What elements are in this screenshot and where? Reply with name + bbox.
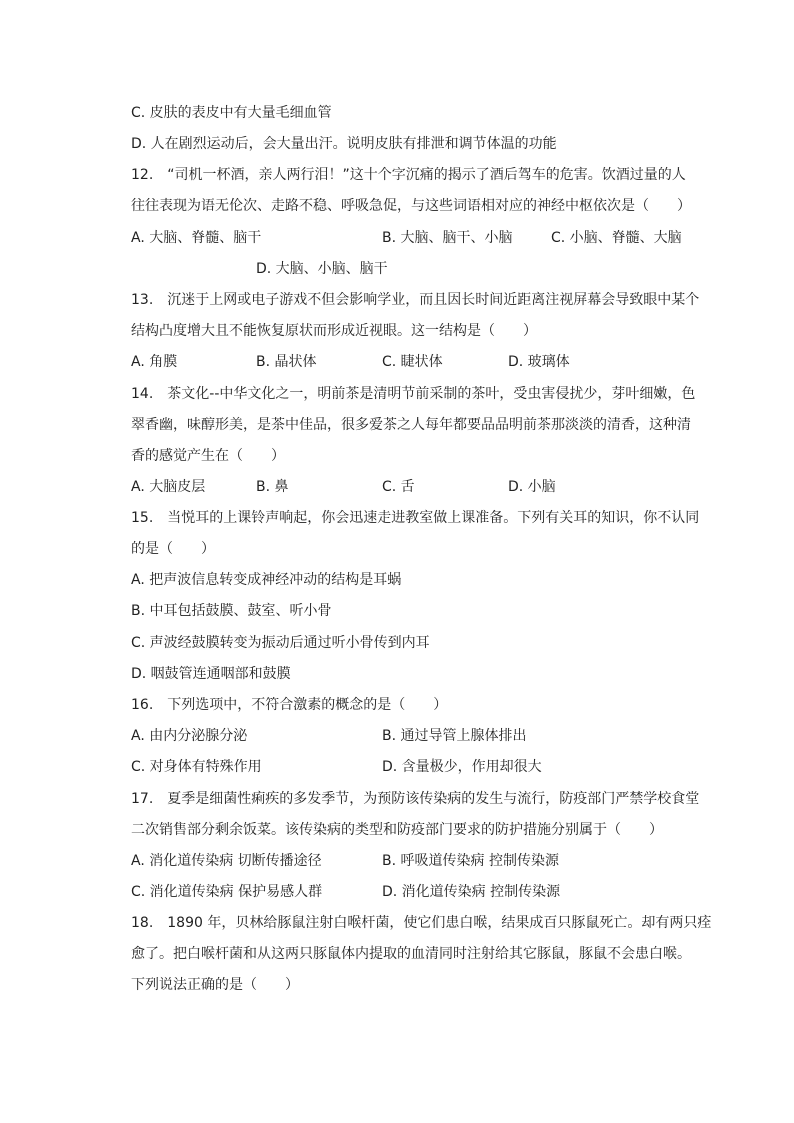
q12-option-b: B. 大脑、脑干、小脑	[382, 230, 513, 246]
q15-option-a: A. 把声波信息转变成神经冲动的结构是耳蜗	[131, 572, 402, 588]
q16-option-d: D. 含量极少，作用却很大	[382, 759, 542, 775]
q14-option-b: B. 鼻	[256, 479, 289, 495]
q18-stem-line1: 18. 1890 年，贝林给豚鼠注射白喉杆菌，使它们患白喉，结果成百只豚鼠死亡。却有两只痊	[131, 915, 712, 931]
q17-option-b: B. 呼吸道传染病 控制传染源	[382, 853, 559, 869]
q15-option-d: D. 咽鼓管连通咽部和鼓膜	[131, 666, 291, 682]
q12-option-d: D. 大脑、小脑、脑干	[256, 261, 388, 277]
q17-option-a: A. 消化道传染病 切断传播途径	[131, 853, 322, 869]
q17-option-c: C. 消化道传染病 保护易感人群	[131, 884, 323, 900]
q15-option-c: C. 声波经鼓膜转变为振动后通过听小骨传到内耳	[131, 635, 430, 651]
q15-option-b: B. 中耳包括鼓膜、鼓室、听小骨	[131, 603, 332, 619]
q13-option-b: B. 晶状体	[256, 354, 317, 370]
q16-option-a: A. 由内分泌腺分泌	[131, 728, 248, 744]
q14-option-c: C. 舌	[382, 479, 415, 495]
q12-option-c: C. 小脑、脊髓、大脑	[551, 230, 682, 246]
q12-stem-line1: 12. “司机一杯酒，亲人两行泪！”这十个字沉痛的揭示了酒后驾车的危害。饮酒过量的人	[131, 167, 686, 183]
q13-stem-line2: 结构凸度增大且不能恢复原状而形成近视眼。这一结构是（ ）	[131, 323, 537, 339]
q12-option-a: A. 大脑、脊髓、脑干	[131, 230, 262, 246]
q13-stem-line1: 13. 沉迷于上网或电子游戏不但会影响学业，而且因长时间近距离注视屏幕会导致眼中某个	[131, 292, 700, 308]
q14-option-d: D. 小脑	[508, 479, 556, 495]
q12-stem-line2: 往往表现为语无伦次、走路不稳、呼吸急促，与这些词语相对应的神经中枢依次是（ ）	[131, 198, 691, 214]
q14-stem-line2: 翠香幽，味醇形美，是茶中佳品，很多爱茶之人每年都要品品明前茶那淡淡的清香，这种清	[131, 417, 691, 433]
q15-stem-line1: 15. 当悦耳的上课铃声响起，你会迅速走进教室做上课准备。下列有关耳的知识，你不认同	[131, 510, 700, 526]
q17-stem-line1: 17. 夏季是细菌性痢疾的多发季节，为预防该传染病的发生与流行，防疫部门严禁学校食堂	[131, 791, 700, 807]
q13-option-d: D. 玻璃体	[508, 354, 570, 370]
q13-option-c: C. 睫状体	[382, 354, 443, 370]
prev-option-d: D. 人在剧烈运动后，会大量出汗。说明皮肤有排泄和调节体温的功能	[131, 136, 557, 152]
q18-stem-line2: 愈了。把白喉杆菌和从这两只豚鼠体内提取的血清同时注射给其它豚鼠，豚鼠不会患白喉。	[131, 946, 691, 962]
q16-option-c: C. 对身体有特殊作用	[131, 759, 262, 775]
q16-option-b: B. 通过导管上腺体排出	[382, 728, 527, 744]
q14-stem-line3: 香的感觉产生在（ ）	[131, 448, 285, 464]
q17-option-d: D. 消化道传染病 控制传染源	[382, 884, 561, 900]
q13-option-a: A. 角膜	[131, 354, 178, 370]
q14-stem-line1: 14. 茶文化--中华文化之一，明前茶是清明节前采制的茶叶，受虫害侵扰少，芽叶细嫩，色	[131, 386, 696, 402]
q17-stem-line2: 二次销售部分剩余饭菜。该传染病的类型和防疫部门要求的防护措施分别属于（ ）	[131, 822, 663, 838]
q16-stem-line1: 16. 下列选项中，不符合激素的概念的是（ ）	[131, 697, 448, 713]
q18-stem-line3: 下列说法正确的是（ ）	[131, 977, 299, 993]
q14-option-a: A. 大脑皮层	[131, 479, 206, 495]
q15-stem-line2: 的是（ ）	[131, 541, 215, 557]
prev-option-c: C. 皮肤的表皮中有大量毛细血管	[131, 105, 332, 121]
